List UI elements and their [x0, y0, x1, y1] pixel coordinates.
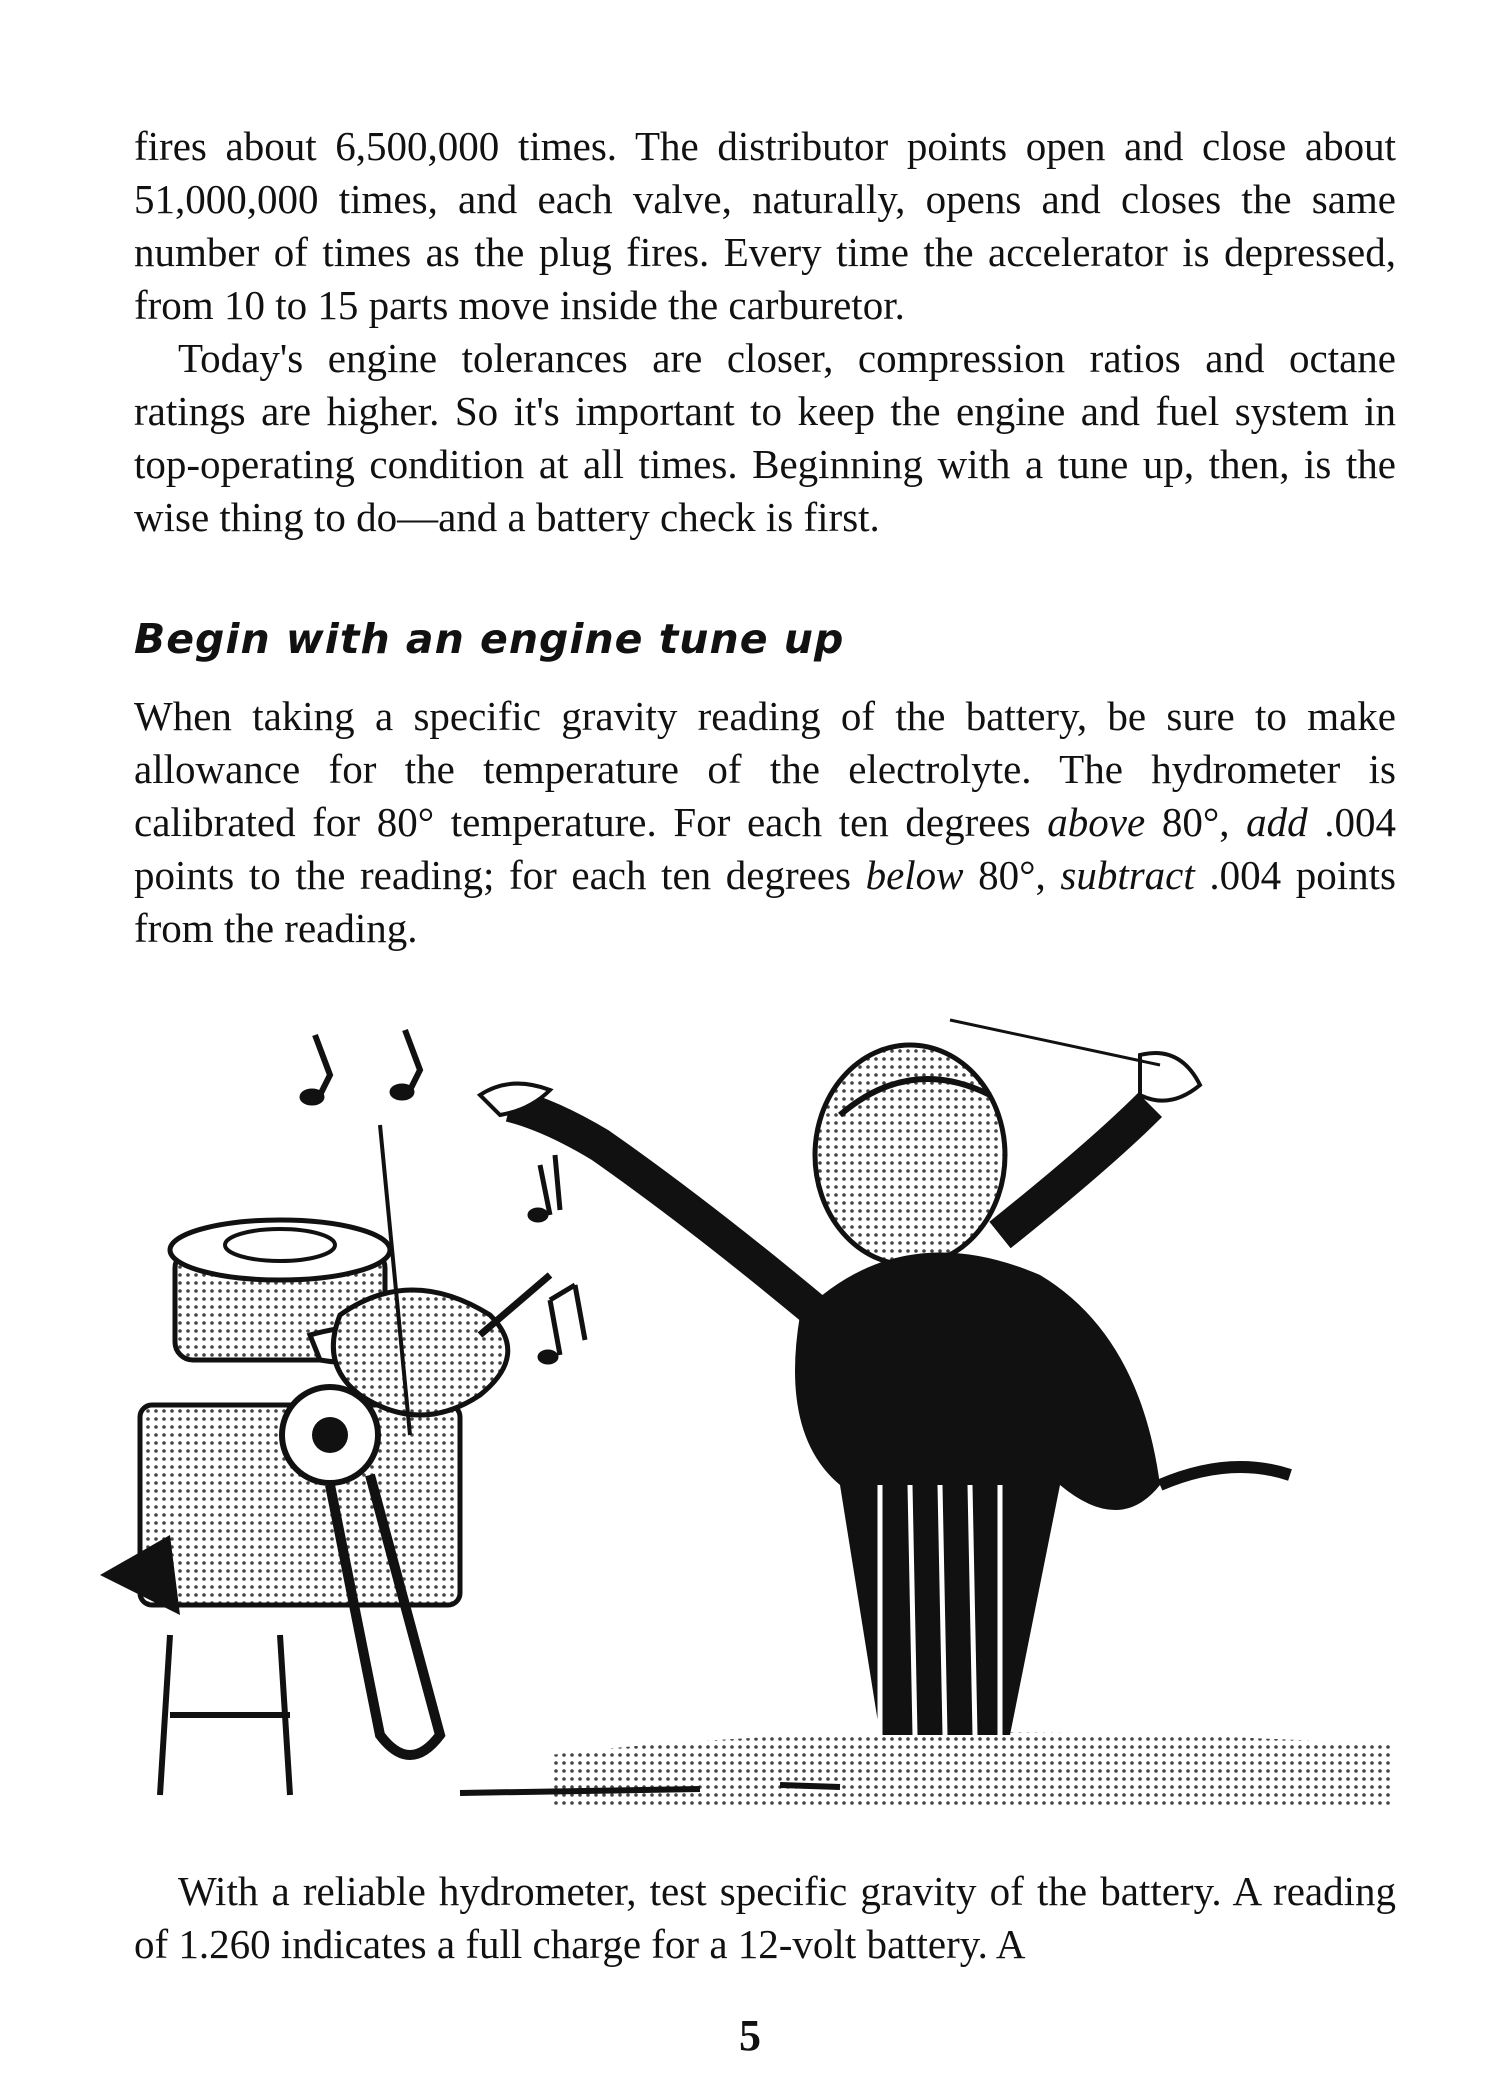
cartoon-illustration [80, 1015, 1410, 1815]
closing-paragraph: With a reliable hydrometer, test specific gravity of the battery. A reading of 1.260 indicates a full charge for a 12-volt battery. A [134, 1868, 1396, 1967]
emphasis-add: add [1246, 799, 1308, 845]
floor-shadow [550, 1732, 1390, 1805]
section-heading: Begin with an engine tune up [134, 615, 845, 663]
emphasis-subtract: subtract [1060, 852, 1195, 898]
conductor-figure [480, 1020, 1290, 1735]
section-paragraph: When taking a specific gravity reading of the battery, be sure to make allowance for the temperature of the electrolyte. The hydrometer is calibrated for 80° temperature. For each ten degrees above 80°, add .004 points to the reading; for each ten degrees below 80°, subtract .004 points from the reading. [134, 693, 1396, 951]
page-number: 5 [739, 2011, 761, 2060]
emphasis-above: above [1047, 799, 1146, 845]
intro-paragraph-2: Today's engine tolerances are closer, compression ratios and octane ratings are higher. So it's important to keep the engine and fuel system in top-operating condition at all times. Beginning with a tune up, then, is the wise thing to do—and a battery check is first. [134, 335, 1396, 540]
intro-paragraph-1: fires about 6,500,000 times. The distributor points open and close about 51,000,000 times, and each valve, naturally, opens and closes the same number of times as the plug fires. Every time the accelerator is depressed, from 10 to 15 parts move inside the carburetor. [134, 123, 1396, 328]
emphasis-below: below [865, 852, 964, 898]
